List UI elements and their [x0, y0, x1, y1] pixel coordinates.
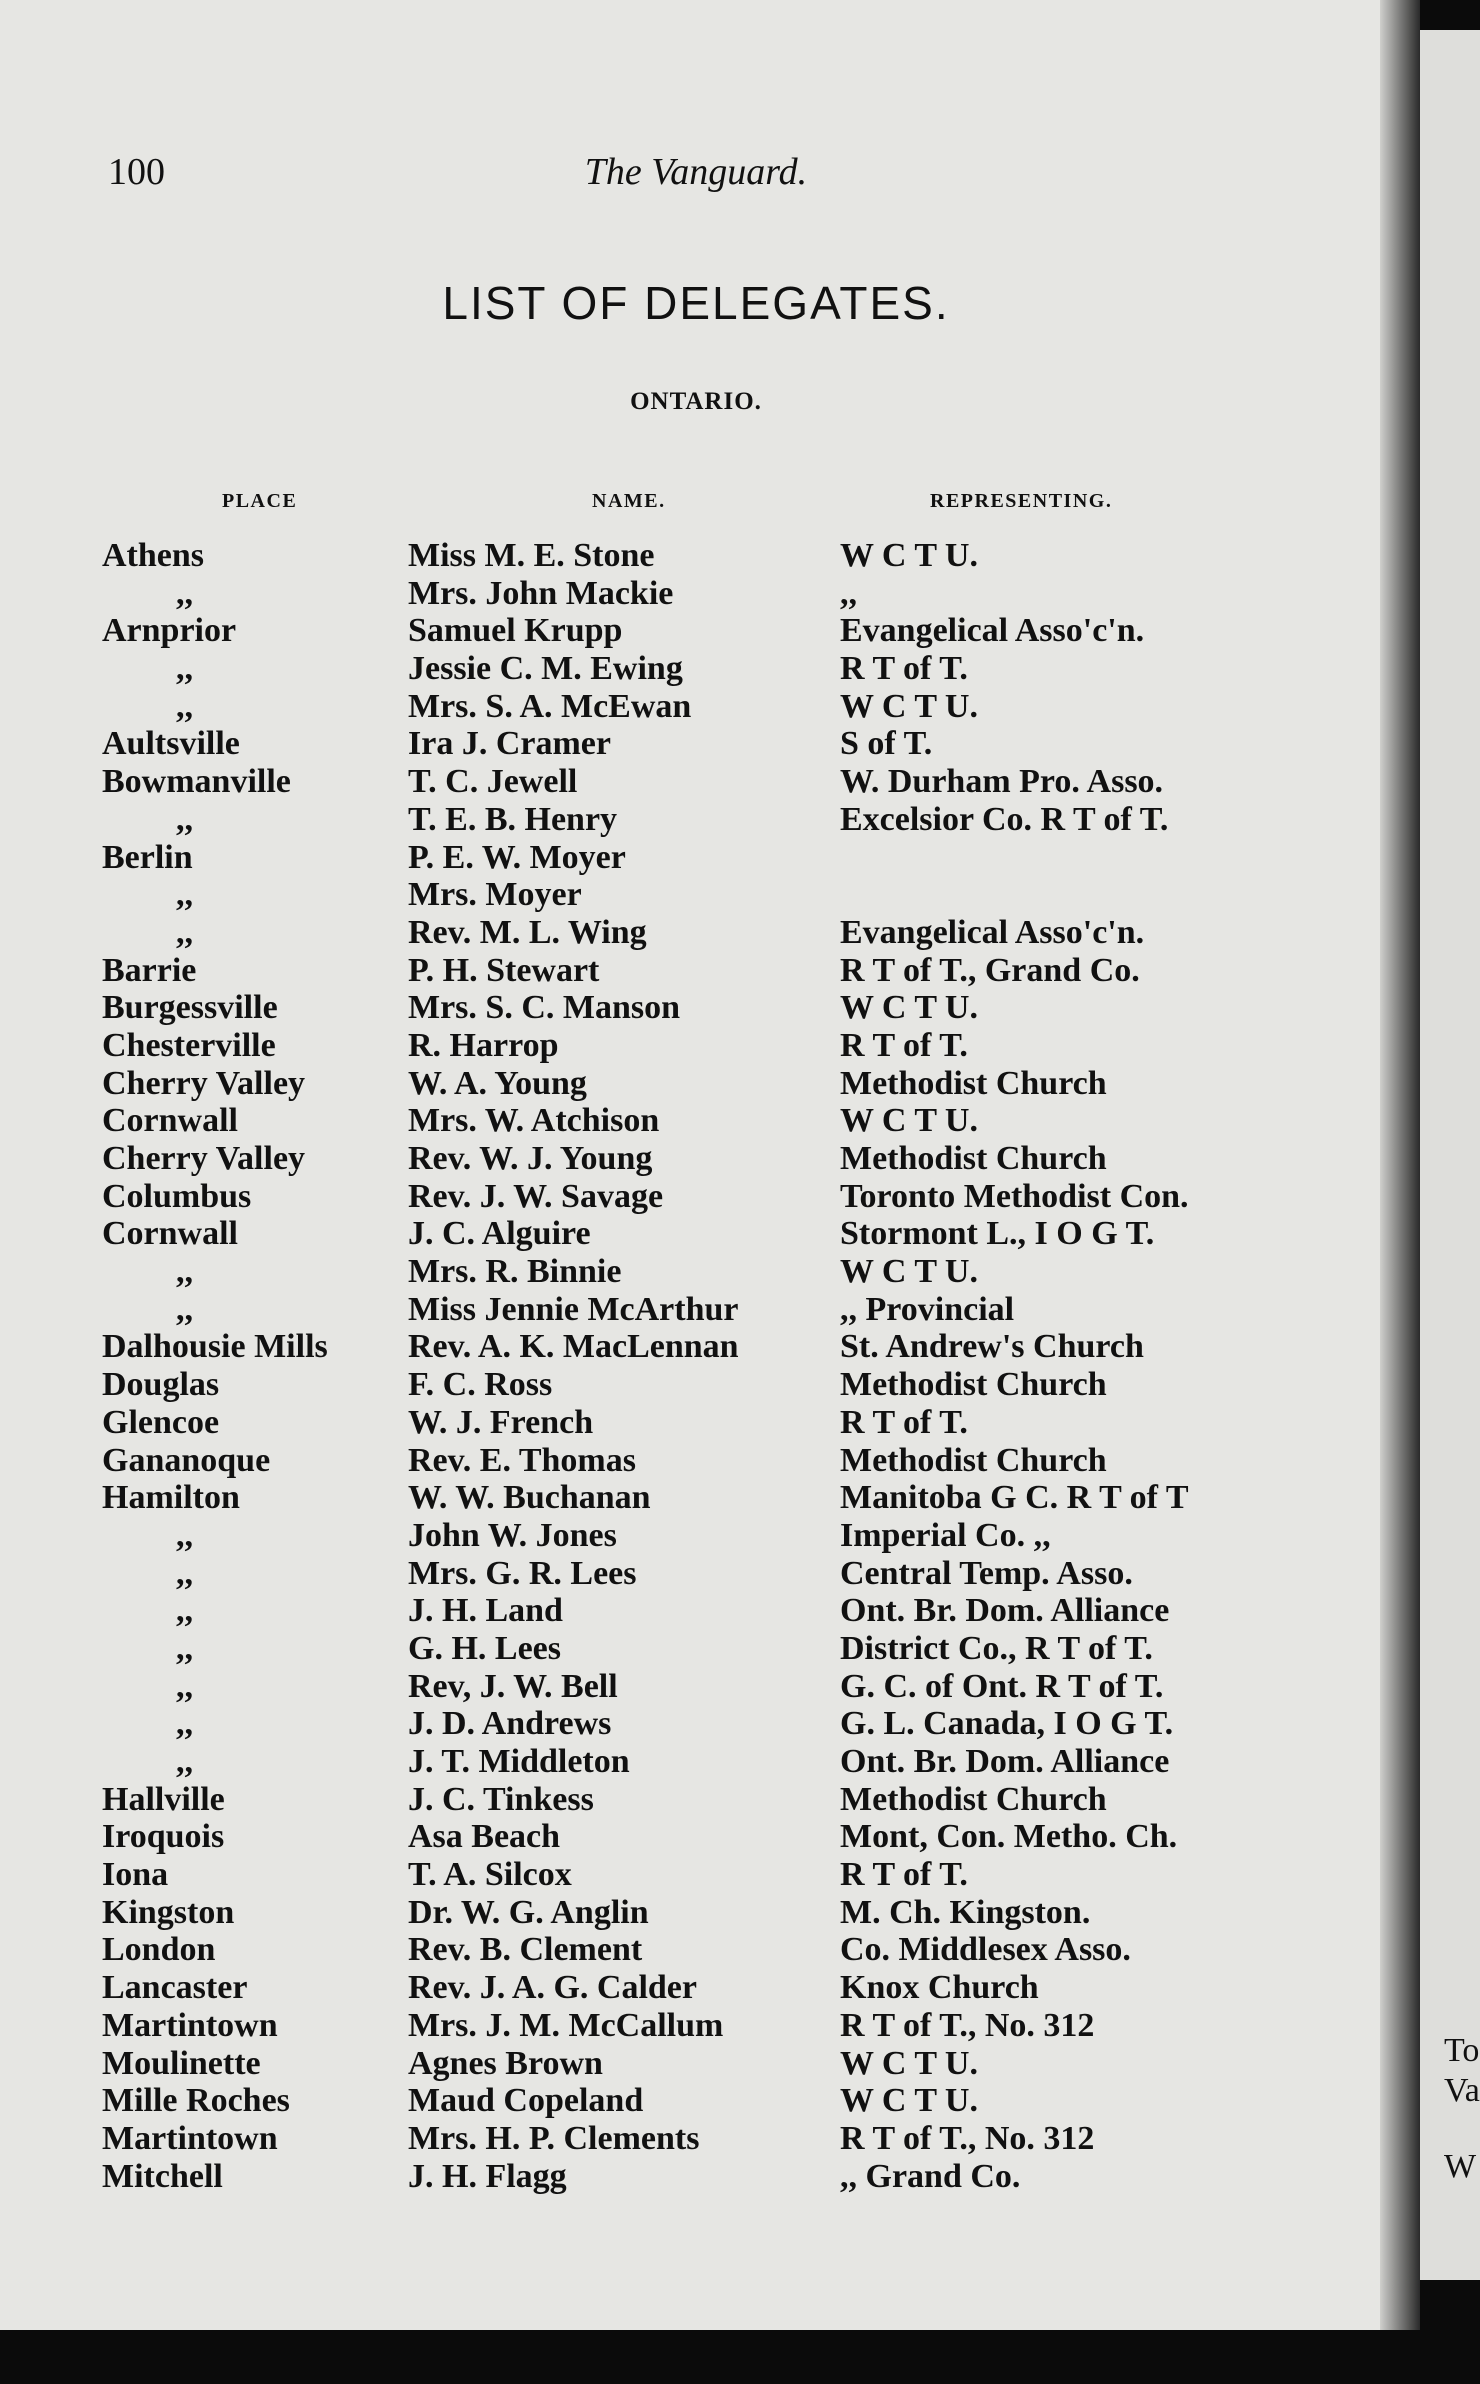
- place-cell: ,,: [176, 1705, 193, 1743]
- name-cell: W. W. Buchanan: [408, 1479, 651, 1517]
- delegate-row: [0, 914, 1392, 952]
- name-cell: Rev. M. L. Wing: [408, 913, 647, 951]
- representing-cell: Methodist Church: [840, 1366, 1107, 1404]
- place-cell: ,,: [176, 1667, 193, 1705]
- name-cell: W. A. Young: [408, 1064, 587, 1102]
- place-cell: ,,: [176, 800, 193, 838]
- name-cell: Ira J. Cramer: [408, 725, 611, 763]
- delegate-row: [0, 1818, 1392, 1856]
- delegate-row: [0, 2120, 1392, 2158]
- delegate-row: [0, 1065, 1392, 1103]
- delegate-row: [0, 763, 1392, 801]
- representing-cell: Evangelical Asso'c'n.: [840, 913, 1145, 951]
- name-cell: J. C. Tinkess: [408, 1780, 594, 1818]
- place-cell: Gananoque: [102, 1441, 271, 1479]
- delegate-row: [0, 989, 1392, 1027]
- place-cell: ,,: [176, 574, 193, 612]
- delegate-row: [0, 612, 1392, 650]
- name-cell: W. J. French: [408, 1403, 594, 1441]
- place-cell: Chesterville: [102, 1026, 276, 1064]
- name-cell: F. C. Ross: [408, 1366, 553, 1404]
- name-cell: Miss M. E. Stone: [408, 537, 655, 574]
- representing-cell: R T of T.: [840, 1403, 968, 1441]
- delegate-row: [0, 1479, 1392, 1517]
- representing-cell: G. L. Canada, I O G T.: [840, 1705, 1174, 1743]
- representing-cell: Excelsior Co. R T of T.: [840, 800, 1169, 838]
- name-cell: J. H. Flagg: [408, 2157, 567, 2195]
- place-cell: Lancaster: [102, 1969, 248, 2007]
- delegate-row: [0, 1027, 1392, 1065]
- representing-cell: ,, Grand Co.: [840, 2157, 1021, 2195]
- delegate-row: [0, 2158, 1392, 2196]
- representing-cell: Ont. Br. Dom. Alliance: [840, 1592, 1170, 1630]
- delegate-row: [0, 1253, 1392, 1291]
- representing-cell: W. Durham Pro. Asso.: [840, 763, 1164, 801]
- delegate-row: [0, 1140, 1392, 1178]
- name-cell: T. A. Silcox: [408, 1856, 572, 1894]
- name-cell: Rev. B. Clement: [408, 1931, 643, 1969]
- delegate-row: [0, 1743, 1392, 1781]
- representing-cell: Toronto Methodist Con.: [840, 1177, 1189, 1215]
- delegate-row: [0, 1366, 1392, 1404]
- representing-cell: Methodist Church: [840, 1780, 1107, 1818]
- delegate-row: [0, 1856, 1392, 1894]
- place-cell: Bowmanville: [102, 763, 291, 801]
- name-cell: Rev. J. W. Savage: [408, 1177, 664, 1215]
- place-cell: ,,: [176, 687, 193, 725]
- name-cell: Rev. A. K. MacLennan: [408, 1328, 739, 1366]
- place-cell: Dalhousie Mills: [102, 1328, 328, 1366]
- name-cell: Miss Jennie McArthur: [408, 1290, 739, 1328]
- place-cell: Iona: [102, 1856, 169, 1894]
- place-cell: ,,: [176, 1516, 193, 1554]
- delegate-row: [0, 2082, 1392, 2120]
- delegate-row: [0, 1215, 1392, 1253]
- adjacent-page-fragment: To: [1444, 2032, 1480, 2069]
- delegate-row: [0, 1592, 1392, 1630]
- representing-cell: W C T U.: [840, 537, 978, 574]
- place-cell: ,,: [176, 1253, 193, 1291]
- name-cell: Mrs. Moyer: [408, 876, 582, 914]
- name-cell: J. H. Land: [408, 1592, 563, 1630]
- place-cell: Barrie: [102, 951, 197, 989]
- place-cell: ,,: [176, 1629, 193, 1667]
- column-header-representing: REPRESENTING.: [930, 490, 1113, 512]
- representing-cell: Ont. Br. Dom. Alliance: [840, 1743, 1170, 1780]
- name-cell: Agnes Brown: [408, 2044, 603, 2082]
- name-cell: Mrs. R. Binnie: [408, 1253, 622, 1291]
- name-cell: R. Harrop: [408, 1026, 559, 1064]
- representing-cell: R T of T.: [840, 1026, 968, 1064]
- representing-cell: W C T U.: [840, 1102, 978, 1140]
- delegate-row: [0, 575, 1392, 613]
- place-cell: Berlin: [102, 838, 193, 876]
- place-cell: Hallville: [102, 1780, 225, 1818]
- place-cell: ,,: [176, 650, 193, 688]
- representing-cell: St. Andrew's Church: [840, 1328, 1144, 1366]
- delegate-row: [0, 1328, 1392, 1366]
- name-cell: Rev. W. J. Young: [408, 1140, 653, 1177]
- representing-cell: Imperial Co. ,,: [840, 1516, 1051, 1554]
- representing-cell: M. Ch. Kingston.: [840, 1893, 1091, 1931]
- delegate-row: [0, 1442, 1392, 1480]
- place-cell: Mille Roches: [102, 2082, 290, 2120]
- delegate-row: [0, 725, 1392, 763]
- delegate-row: [0, 1630, 1392, 1668]
- name-cell: Dr. W. G. Anglin: [408, 1893, 649, 1931]
- representing-cell: W C T U.: [840, 687, 978, 725]
- representing-cell: ,, Provincial: [840, 1290, 1015, 1328]
- representing-cell: W C T U.: [840, 989, 978, 1027]
- delegate-row: [0, 952, 1392, 990]
- place-cell: Hamilton: [102, 1479, 240, 1517]
- delegate-row: [0, 688, 1392, 726]
- representing-cell: R T of T.: [840, 1856, 968, 1894]
- name-cell: John W. Jones: [408, 1516, 617, 1554]
- name-cell: T. E. B. Henry: [408, 800, 618, 838]
- representing-cell: R T of T., No. 312: [840, 2119, 1095, 2157]
- name-cell: Maud Copeland: [408, 2082, 644, 2120]
- name-cell: Jessie C. M. Ewing: [408, 650, 683, 688]
- name-cell: Samuel Krupp: [408, 612, 623, 650]
- delegate-row: [0, 876, 1392, 914]
- representing-cell: R T of T., No. 312: [840, 2006, 1095, 2044]
- place-cell: Martintown: [102, 2119, 278, 2157]
- column-header-place: PLACE: [222, 490, 298, 512]
- delegate-row: [0, 2007, 1392, 2045]
- place-cell: Cherry Valley: [102, 1140, 306, 1177]
- place-cell: Glencoe: [102, 1403, 220, 1441]
- name-cell: Mrs. S. C. Manson: [408, 989, 681, 1027]
- representing-cell: R T of T., Grand Co.: [840, 951, 1140, 989]
- place-cell: Arnprior: [102, 612, 237, 650]
- name-cell: Asa Beach: [408, 1818, 561, 1856]
- page-number: 100: [108, 151, 165, 193]
- representing-cell: Evangelical Asso'c'n.: [840, 612, 1145, 650]
- representing-cell: Mont, Con. Metho. Ch.: [840, 1818, 1178, 1856]
- name-cell: P. E. W. Moyer: [408, 838, 626, 876]
- place-cell: Burgessville: [102, 989, 278, 1027]
- name-cell: Mrs. J. M. McCallum: [408, 2006, 724, 2044]
- place-cell: Aultsville: [102, 725, 240, 763]
- delegate-row: [0, 1178, 1392, 1216]
- province-heading: ONTARIO.: [630, 388, 762, 415]
- place-cell: ,,: [176, 1290, 193, 1328]
- representing-cell: G. C. of Ont. R T of T.: [840, 1667, 1164, 1705]
- place-cell: Columbus: [102, 1177, 252, 1215]
- place-cell: ,,: [176, 1554, 193, 1592]
- representing-cell: W C T U.: [840, 2044, 978, 2082]
- name-cell: P. H. Stewart: [408, 951, 600, 989]
- running-title: The Vanguard.: [584, 151, 808, 193]
- delegate-row: [0, 1102, 1392, 1140]
- delegate-row: [0, 1969, 1392, 2007]
- place-cell: ,,: [176, 876, 193, 914]
- name-cell: G. H. Lees: [408, 1629, 561, 1667]
- place-cell: Douglas: [102, 1366, 220, 1404]
- column-header-name: NAME.: [592, 490, 666, 512]
- representing-cell: Co. Middlesex Asso.: [840, 1931, 1131, 1969]
- place-cell: Cornwall: [102, 1102, 238, 1140]
- place-cell: ,,: [176, 913, 193, 951]
- place-cell: Martintown: [102, 2006, 278, 2044]
- delegate-row: [0, 1781, 1392, 1819]
- name-cell: T. C. Jewell: [408, 763, 578, 801]
- place-cell: Moulinette: [102, 2044, 261, 2082]
- representing-cell: Methodist Church: [840, 1064, 1107, 1102]
- representing-cell: Stormont L., I O G T.: [840, 1215, 1155, 1253]
- delegate-list: [0, 537, 1392, 2195]
- name-cell: Mrs. W. Atchison: [408, 1102, 660, 1140]
- delegate-row: [0, 2045, 1392, 2083]
- place-cell: Mitchell: [102, 2157, 223, 2195]
- place-cell: Iroquois: [102, 1818, 225, 1856]
- name-cell: J. T. Middleton: [408, 1743, 630, 1780]
- representing-cell: ,,: [840, 574, 857, 612]
- representing-cell: Manitoba G C. R T of T: [840, 1479, 1189, 1517]
- representing-cell: Methodist Church: [840, 1441, 1107, 1479]
- delegate-row: [0, 1291, 1392, 1329]
- delegate-row: [0, 1517, 1392, 1555]
- delegate-row: [0, 839, 1392, 877]
- representing-cell: W C T U.: [840, 1253, 978, 1291]
- name-cell: J. D. Andrews: [408, 1705, 612, 1743]
- delegate-row: [0, 1931, 1392, 1969]
- delegate-row: [0, 1705, 1392, 1743]
- place-cell: Athens: [102, 537, 205, 574]
- place-cell: London: [102, 1931, 216, 1969]
- list-title: LIST OF DELEGATES.: [442, 277, 950, 329]
- place-cell: Cherry Valley: [102, 1064, 306, 1102]
- name-cell: Mrs. G. R. Lees: [408, 1554, 637, 1592]
- name-cell: Mrs. S. A. McEwan: [408, 687, 692, 725]
- delegate-row: [0, 1894, 1392, 1932]
- representing-cell: Knox Church: [840, 1969, 1039, 2007]
- name-cell: Rev, J. W. Bell: [408, 1667, 618, 1705]
- representing-cell: Central Temp. Asso.: [840, 1554, 1133, 1592]
- place-cell: Kingston: [102, 1893, 235, 1931]
- delegate-row: [0, 1668, 1392, 1706]
- page-gutter-shadow: [1380, 0, 1420, 2384]
- name-cell: Rev. E. Thomas: [408, 1441, 636, 1479]
- representing-cell: R T of T.: [840, 650, 968, 688]
- adjacent-page-fragment: W: [1444, 2148, 1477, 2185]
- delegate-row: [0, 537, 1392, 575]
- name-cell: J. C. Alguire: [408, 1215, 591, 1253]
- delegate-row: [0, 801, 1392, 839]
- adjacent-page-edge: [1420, 30, 1480, 2280]
- name-cell: Rev. J. A. G. Calder: [408, 1969, 697, 2007]
- place-cell: ,,: [176, 1592, 193, 1630]
- name-cell: Mrs. H. P. Clements: [408, 2119, 700, 2157]
- delegate-row: [0, 1555, 1392, 1593]
- place-cell: ,,: [176, 1743, 193, 1780]
- place-cell: Cornwall: [102, 1215, 238, 1253]
- representing-cell: Methodist Church: [840, 1140, 1107, 1177]
- name-cell: Mrs. John Mackie: [408, 574, 674, 612]
- representing-cell: District Co., R T of T.: [840, 1629, 1153, 1667]
- delegate-row: [0, 650, 1392, 688]
- adjacent-page-fragment: Va: [1444, 2072, 1480, 2109]
- representing-cell: W C T U.: [840, 2082, 978, 2120]
- delegate-row: [0, 1404, 1392, 1442]
- representing-cell: S of T.: [840, 725, 933, 763]
- scan-border: [0, 2330, 1480, 2384]
